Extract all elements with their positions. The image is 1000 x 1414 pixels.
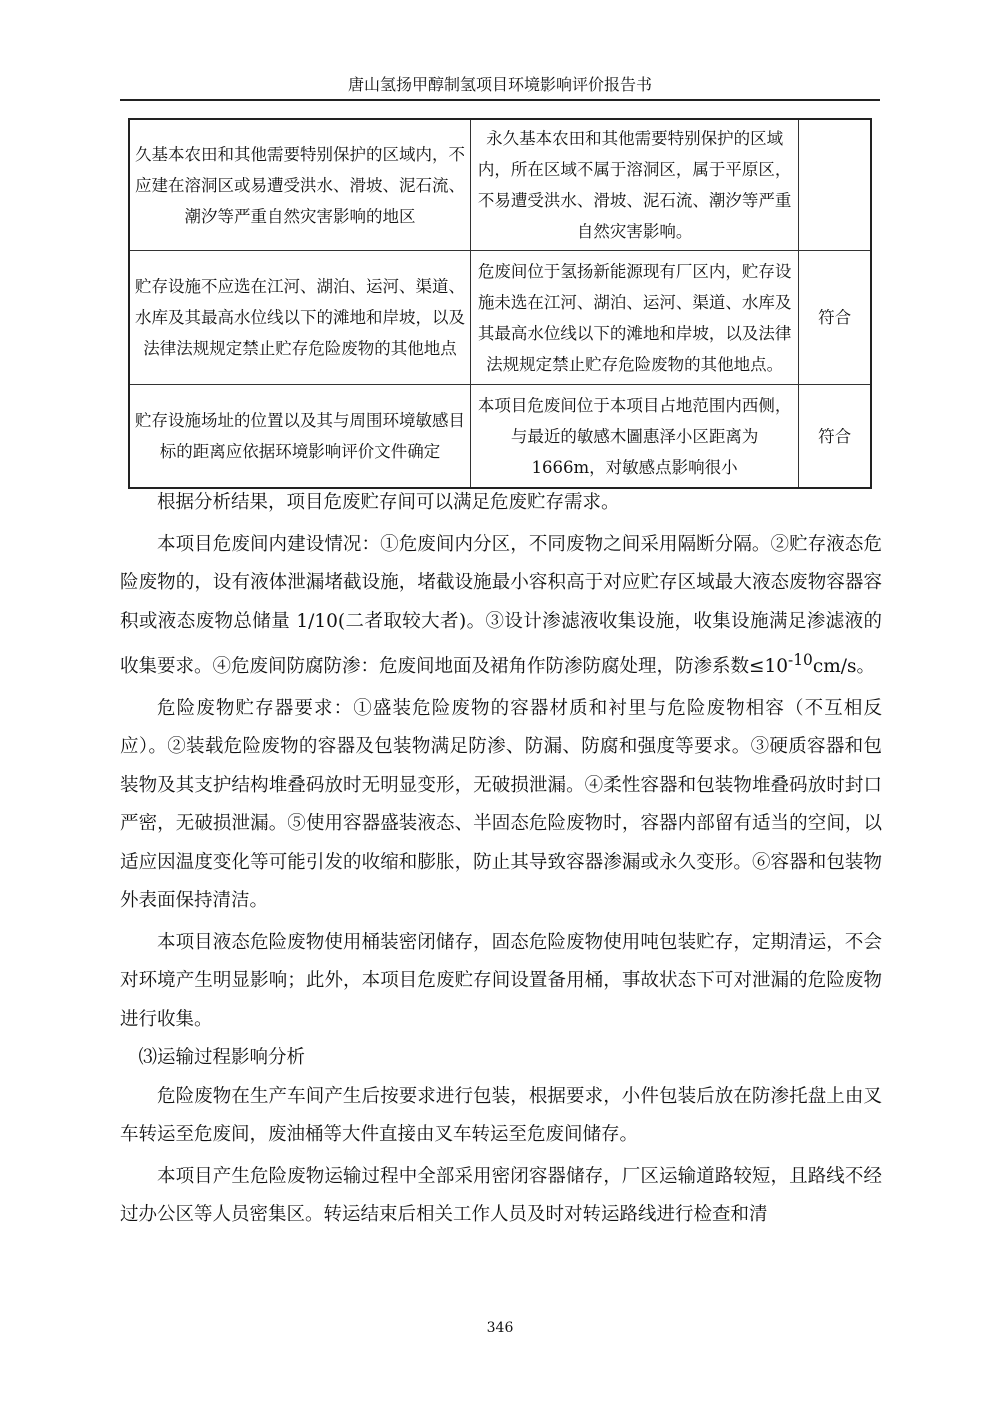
requirement-cell: 久基本农田和其他需要特别保护的区域内，不应建在溶洞区或易遭受洪水、滑坡、泥石流、潮汐等严重自然灾害影响的地区 [129, 119, 470, 251]
project-status-cell: 本项目危废间位于本项目占地范围内西侧，与最近的敏感木圖惠泽小区距离为1666m，对敏感点影响很小 [470, 385, 798, 489]
unit-text: cm/s。 [812, 656, 875, 678]
construction-text: 本项目危废间内建设情况：①危废间内分区，不同废物之间采用隔断分隔。②贮存液态危险废物的，设有液体泄漏堵截设施，堵截设施最小容积高于对应贮存区域最大液态废物容器容积或液态废物总储量 1/10(二者取较大者)。③设计渗滤液收集设施，收集设施满足渗滤液的收集要求。④危废间防腐防渗：危废间地面及裙角作防渗防腐处理，防渗系数≤10 [120, 533, 882, 678]
page-number: 346 [486, 1320, 514, 1336]
table-row [129, 385, 871, 489]
paragraph-storage: 本项目液态危险废物使用桶装密闭储存，固态危险废物使用吨包装贮存，定期清运，不会对环境产生明显影响；此外，本项目危废贮存间设置备用桶，事故状态下可对泄漏的危险废物进行收集。 [120, 931, 882, 1030]
paragraph-container-requirements: 危险废物贮存器要求：①盛装危险废物的容器材质和衬里与危险废物相容（不互相反应）。②装载危险废物的容器及包装物满足防渗、防漏、防腐和强度等要求。③硬质容器和包装物及其支护结构堆叠码放时无明显变形，无破损泄漏。④柔性容器和包装物堆叠码放时封口严密，无破损泄漏。⑤使用容器盛装液态、半固态危险废物时，容器内部留有适当的空间，以适应因温度变化等可能引发的收缩和膨胀，防止其导致容器渗漏或永久变形。⑥容器和包装物外表面保持清洁。 [120, 697, 882, 912]
header-divider [120, 99, 880, 101]
result-cell: 符合 [799, 385, 871, 489]
paragraph-transport-process: 本项目产生危险废物运输过程中全部采用密闭容器储存，厂区运输道路较短，且路线不经过办公区等人员密集区。转运结束后相关工作人员及时对转运路线进行检查和清 [120, 1165, 882, 1226]
project-status-cell: 永久基本农田和其他需要特别保护的区域内，所在区域不属于溶洞区，属于平原区，不易遭受洪水、滑坡、泥石流、潮汐等严重自然灾害影响。 [470, 119, 798, 251]
body-text [120, 484, 882, 1235]
project-status-cell: 危废间位于氢扬新能源现有厂区内，贮存设施未选在江河、湖泊、运河、渠道、水库及其最高水位线以下的滩地和岸坡，以及法律法规规定禁止贮存危险废物的其他地点。 [470, 251, 798, 385]
page-header-title: 唐山氢扬甲醇制氢项目环境影响评价报告书 [347, 75, 652, 94]
table-row [129, 119, 871, 251]
result-cell [799, 119, 871, 251]
requirement-cell: 贮存设施不应选在江河、湖泊、运河、渠道、水库及其最高水位线以下的滩地和岸坡，以及法律法规规定禁止贮存危险废物的其他地点 [129, 251, 470, 385]
paragraph-construction [120, 526, 882, 687]
result-cell: 符合 [799, 251, 871, 385]
requirement-cell: 贮存设施场址的位置以及其与周围环境敏感目标的距离应依据环境影响评价文件确定 [129, 385, 470, 489]
exponent: -10 [788, 651, 813, 669]
table-row [129, 251, 871, 385]
section-heading-transport: ⑶运输过程影响分析 [138, 1047, 306, 1069]
compliance-table [128, 118, 872, 489]
paragraph-conclusion: 根据分析结果，项目危废贮存间可以满足危废贮存需求。 [157, 492, 620, 513]
paragraph-transport: 危险废物在生产车间产生后按要求进行包装，根据要求，小件包装后放在防渗托盘上由叉车转运至危废间，废油桶等大件直接由叉车转运至危废间储存。 [120, 1085, 882, 1146]
